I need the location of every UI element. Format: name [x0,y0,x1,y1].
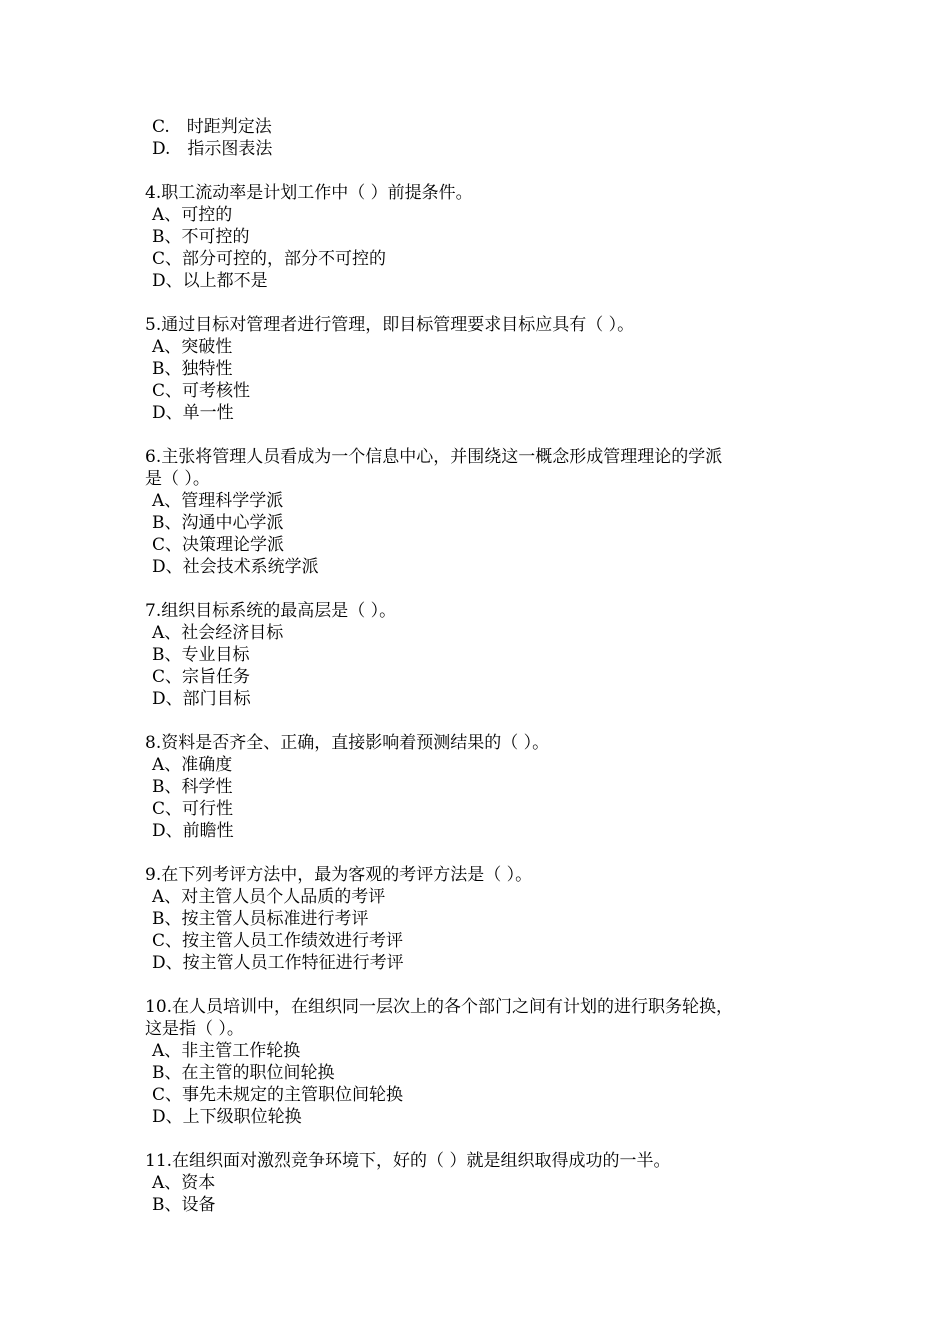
answer-option: B、在主管的职位间轮换 [152,1063,335,1083]
question-text: 9.在下列考评方法中，最为客观的考评方法是（ ）。 [145,865,533,885]
question-block [145,1150,825,1216]
answer-option: B、设备 [152,1195,216,1215]
answer-option: D、以上都不是 [152,271,268,291]
question-text: 5.通过目标对管理者进行管理，即目标管理要求目标应具有（ ）。 [145,315,635,335]
answer-option: A、可控的 [152,205,233,225]
answer-option: C、决策理论学派 [152,535,285,555]
question-block [145,996,825,1128]
answer-option: B、按主管人员标准进行考评 [152,909,369,929]
question-block [145,446,825,578]
answer-option: A、突破性 [152,337,233,357]
answer-option: D、部门目标 [152,689,251,709]
answer-option: A、准确度 [152,755,233,775]
answer-option: D、社会技术系统学派 [152,557,319,577]
answer-option: B、沟通中心学派 [152,513,284,533]
question-block [145,864,825,974]
question-text: 10.在人员培训中，在组织同一层次上的各个部门之间有计划的进行职务轮换， [145,997,734,1017]
answer-option: C. 时距判定法 [152,117,272,137]
question-text: 是（ ）。 [145,469,210,489]
question-text: 7.组织目标系统的最高层是（ ）。 [145,601,397,621]
answer-option: B、独特性 [152,359,233,379]
document-page [145,116,825,1216]
question-block [145,314,825,424]
answer-option: A、资本 [152,1173,216,1193]
answer-option: C、可考核性 [152,381,251,401]
answer-option: C、宗旨任务 [152,667,251,687]
question-text: 4.职工流动率是计划工作中（ ）前提条件。 [145,183,473,203]
answer-option: C、可行性 [152,799,234,819]
answer-option: C、按主管人员工作绩效进行考评 [152,931,404,951]
answer-option: C、事先未规定的主管职位间轮换 [152,1085,404,1105]
question-text: 11.在组织面对激烈竞争环境下，好的（ ）就是组织取得成功的一半。 [145,1151,671,1171]
question-text: 6.主张将管理人员看成为一个信息中心，并围绕这一概念形成管理理论的学派 [145,447,723,467]
answer-option: D、上下级职位轮换 [152,1107,302,1127]
answer-option: D、单一性 [152,403,234,423]
answer-option: D、前瞻性 [152,821,234,841]
answer-option: B、科学性 [152,777,233,797]
answer-option: D、按主管人员工作特征进行考评 [152,953,404,973]
answer-option: A、非主管工作轮换 [152,1041,301,1061]
answer-option: C、部分可控的，部分不可控的 [152,249,387,269]
answer-option: A、对主管人员个人品质的考评 [152,887,386,907]
question-text: 8.资料是否齐全、正确，直接影响着预测结果的（ ）。 [145,733,550,753]
question-text: 这是指（ ）。 [145,1019,244,1039]
answer-option: B、专业目标 [152,645,250,665]
answer-option: B、不可控的 [152,227,250,247]
answer-option: D. 指示图表法 [152,139,273,159]
question-block [145,182,825,292]
answer-option: A、管理科学学派 [152,491,284,511]
answer-option: A、社会经济目标 [152,623,284,643]
question-block [145,600,825,710]
question-block [145,116,825,160]
question-block [145,732,825,842]
